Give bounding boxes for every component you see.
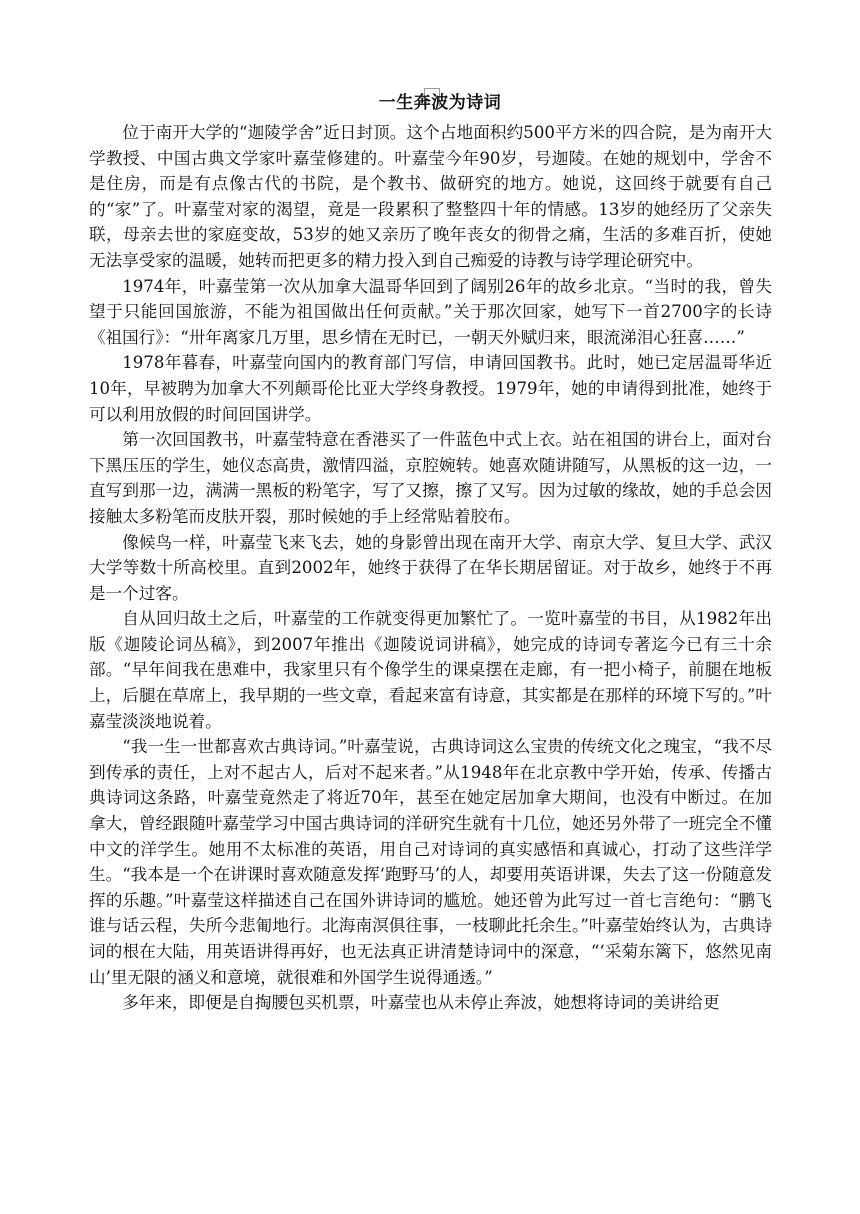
paragraph: “我一生一世都喜欢古典诗词。”叶嘉莹说，古典诗词这么宝贵的传统文化之瑰宝，“我不尽到传承的责任，上对不起古人，后对不起来者。”从1948年在北京教中学开始，传承、传播古典诗词这条路，叶嘉莹竟然走了将近70年，甚至在她定居加拿大期间，也没有中断过。在加拿大，曾经跟随叶嘉莹学习中国古典诗词的洋研究生就有十几位，她还另外带了一班完全不懂中文的洋学生。她用不太标准的英语，用自己对诗词的真实感悟和真诚心，打动了这些洋学生。“我本是一个在讲课时喜欢随意发挥‘跑野马’的人，却要用英语讲课，失去了这一份随意发挥的乐趣。”叶嘉莹这样描述自己在国外讲诗词的尴尬。她还曾为此写过一首七言绝句：“鹏飞谁与话云程，失所今悲匍地行。北海南溟俱往事，一枝聊此托余生。”叶嘉莹始终认为，古典诗词的根在大陆，用英语讲得再好，也无法真正讲清楚诗词中的深意，“‘采菊东篱下，悠然见南山’里无限的涵义和意境，就很难和外国学生说得通透。” <box>89 737 772 987</box>
paragraph: 多年来，即便是自掏腰包买机票，叶嘉莹也从未停止奔波，她想将诗词的美讲给更 <box>122 993 720 1013</box>
paragraph: 第一次回国教书，叶嘉莹特意在香港买了一件蓝色中式上衣。站在祖国的讲台上，面对台下黑压压的学生，她仪态高贵，激情四溢，京腔婉转。她喜欢随讲随写，从黑板的这一边，一直写到那一边，满满一黑板的粉笔字，写了又擦，擦了又写。因为过敏的缘故，她的手总会因接触太多粉笔而皮肤开裂，那时候她的手上经常贴着胶布。 <box>89 430 772 526</box>
paragraph: 1974年，叶嘉莹第一次从加拿大温哥华回到了阔别26年的故乡北京。“当时的我，曾失望于只能回国旅游，不能为祖国做出任何贡献。”关于那次回家，她写下一首2700字的长诗《祖国行》：“卅年离家几万里，思乡情在无时已，一朝天外赋归来，眼流涕泪心狂喜……” <box>89 276 772 347</box>
paragraph: 位于南开大学的“迦陵学舍”近日封顶。这个占地面积约500平方米的四合院，是为南开大学教授、中国古典文学家叶嘉莹修建的。叶嘉莹今年90岁，号迦陵。在她的规划中，学舍不是住房，而是有点像古代的书院，是个教书、做研究的地方。她说，这回终于就要有自己的“家”了。叶嘉莹对家的渴望，竟是一段累积了整整四十年的情感。13岁的她经历了父亲失联，母亲去世的家庭变故，53岁的她又亲历了晚年丧女的彻骨之痛，生活的多难百折，使她无法享受家的温暖，她转而把更多的精力投入到自己痴爱的诗教与诗学理论研究中。 <box>89 123 772 270</box>
paragraph: 1978年暮春，叶嘉莹向国内的教育部门写信，申请回国教书。此时，她已定居温哥华近10年，早被聘为加拿大不列颠哥伦比亚大学终身教授。1979年，她的申请得到批准，她终于可以利用放假的时间回国讲学。 <box>89 353 772 424</box>
paragraph: 自从回归故土之后，叶嘉莹的工作就变得更加繁忙了。一览叶嘉莹的书目，从1982年出版《迦陵论词丛稿》，到2007年推出《迦陵说词讲稿》，她完成的诗词专著迄今已有三十余部。“早年间我在患难中，我家里只有个像学生的课桌摆在走廊，有一把小椅子，前腿在地板上，后腿在草席上，我早期的一些文章，看起来富有诗意，其实都是在那样的环境下写的。”叶嘉莹淡淡地说着。 <box>89 609 772 731</box>
paragraph: 像候鸟一样，叶嘉莹飞来飞去，她的身影曾出现在南开大学、南京大学、复旦大学、武汉大学等数十所高校里。直到2002年，她终于获得了在华长期居留证。对于故乡，她终于不再是一个过客。 <box>89 532 772 603</box>
article-body <box>89 120 772 1016</box>
article-title: 一生奔波为诗词 <box>378 93 502 113</box>
